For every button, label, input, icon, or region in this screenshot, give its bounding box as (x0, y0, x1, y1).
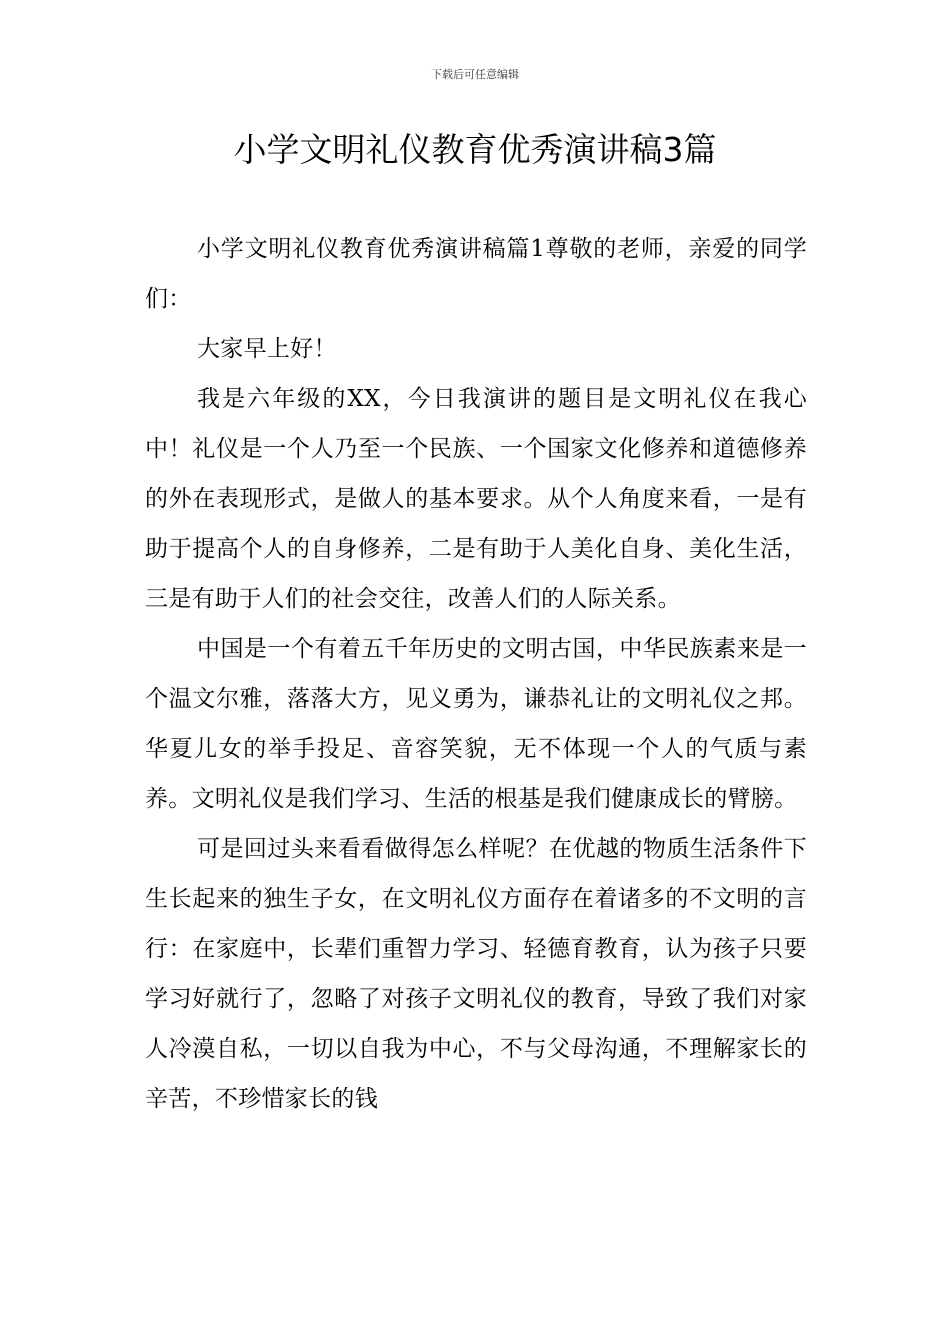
document-body (145, 224, 807, 1124)
header-note: 下载后可任意编辑 (431, 68, 519, 81)
document-title: 小学文明礼仪教育优秀演讲稿3篇 (233, 130, 717, 169)
paragraph-greeting-heading: 小学文明礼仪教育优秀演讲稿篇1尊敬的老师，亲爱的同学们： (145, 236, 807, 312)
paragraph-china-history: 中国是一个有着五千年历史的文明古国，中华民族素来是一个温文尔雅，落落大方，见义勇为，谦恭礼让的文明礼仪之邦。华夏儿女的举手投足、音容笑貌，无不体现一个人的气质与素养。文明礼仪是我们学习、生活的根基是我们健康成长的臂膀。 (145, 636, 807, 812)
paragraph-greeting: 大家早上好！ (197, 336, 337, 362)
paragraph-current-issues: 可是回过头来看看做得怎么样呢？在优越的物质生活条件下生长起来的独生子女，在文明礼仪方面存在着诸多的不文明的言行：在家庭中，长辈们重智力学习、轻德育教育，认为孩子只要学习好就行了，忽略了对孩子文明礼仪的教育，导致了我们对家人冷漠自私，一切以自我为中心，不与父母沟通，不理解家长的辛苦，不珍惜家长的钱 (145, 836, 807, 1112)
paragraph-introduction: 我是六年级的XX，今日我演讲的题目是文明礼仪在我心中！礼仪是一个人乃至一个民族、一个国家文化修养和道德修养的外在表现形式，是做人的基本要求。从个人角度来看，一是有助于提高个人的自身修养，二是有助于人美化自身、美化生活，三是有助于人们的社会交往，改善人们的人际关系。 (145, 386, 807, 612)
